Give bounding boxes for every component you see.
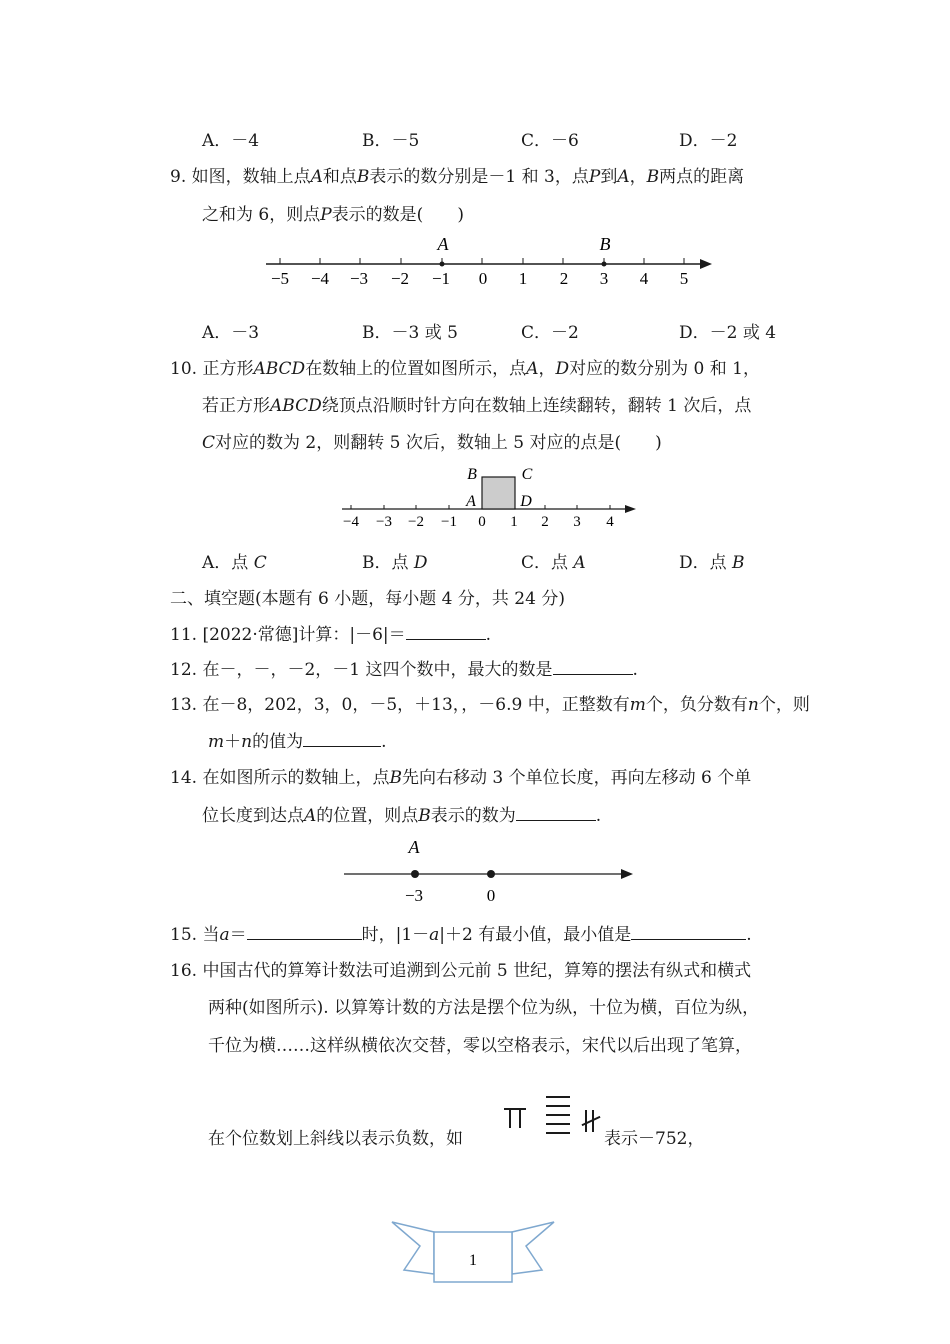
q10-line3: C对应的数为 2，则翻转 5 次后，数轴上 5 对应的点是( )	[202, 433, 662, 453]
q13-line1: 13. 在－8，202，3，0，－5，＋13，，－6.9 中，正整数有m个，负分数有n个，则	[170, 695, 810, 715]
tick-label: −5	[270, 269, 290, 288]
tick-label: 0	[478, 514, 486, 530]
q9-option-b: B．－3 或 5	[362, 323, 458, 343]
q15-number: 15.	[170, 925, 198, 945]
q16-line3: 千位为横……这样纵横依次交替，零以空格表示，宋代以后出现了笔算，	[208, 1036, 752, 1056]
tick-label: 1	[510, 514, 518, 530]
q16-line1: 16. 中国古代的算筹计数法可追溯到公元前 5 世纪，算筹的摆法有纵式和横式	[170, 961, 752, 981]
q14-number: 14.	[170, 768, 198, 788]
point-b-dot	[602, 262, 607, 267]
tick-label: −1	[431, 269, 451, 288]
tick-label: −3	[349, 269, 369, 288]
q9-number-line	[0, 230, 950, 292]
q11: 11. [2022·常德]计算：|－6|＝ .	[170, 625, 492, 645]
tick-label: −4	[343, 514, 359, 530]
q9-line2: 之和为 6，则点P表示的数是( )	[202, 205, 464, 225]
tick-label: 3	[573, 514, 581, 530]
q9-option-c: C．－2	[521, 323, 579, 343]
rod-seven-right	[519, 1108, 521, 1128]
vertex-a-label: A	[466, 493, 476, 510]
q12-number: 12.	[170, 660, 198, 680]
tick-label: 5	[679, 269, 689, 288]
q9-option-d: D．－2 或 4	[679, 323, 777, 343]
q10-line2: 若正方形ABCD绕顶点沿顺时针方向在数轴上连续翻转，翻转 1 次后，点	[202, 396, 752, 416]
axis-arrow	[625, 505, 636, 513]
q16-line4-pre: 在个位数划上斜线以表示负数，如	[208, 1129, 463, 1149]
q10-option-b: B．点 D	[362, 553, 428, 573]
q10-option-a: A．点 C	[202, 553, 267, 573]
tick-label: −3	[376, 514, 392, 530]
tick-label: 4	[639, 269, 649, 288]
counting-rods-figure	[502, 1094, 604, 1140]
tick-label: −4	[310, 269, 330, 288]
tick-label: 0	[478, 269, 488, 288]
q15-blank-min	[631, 925, 746, 940]
q15: 15. 当a＝ 时，|1－a|＋2 有最小值，最小值是 .	[170, 925, 752, 945]
q11-answer-blank	[406, 625, 486, 640]
tick-label: −3	[404, 886, 424, 905]
tick-label: 2	[559, 269, 569, 288]
vertex-d-label: D	[520, 493, 532, 510]
q9-option-a: A．－3	[202, 323, 260, 343]
point-a-label: A	[408, 837, 420, 857]
q14-answer-blank	[516, 806, 596, 821]
q16-number: 16.	[170, 961, 198, 981]
q8-option-a: A．－4	[202, 131, 260, 151]
tick-label: 2	[541, 514, 549, 530]
q16-line4-post: 表示－752，	[604, 1129, 705, 1149]
origin-dot	[487, 870, 495, 878]
axis-arrow	[621, 869, 633, 879]
q13-number: 13.	[170, 695, 198, 715]
vertex-c-label: C	[521, 466, 533, 483]
vertex-b-label: B	[467, 466, 477, 483]
square-abcd	[482, 477, 515, 509]
q8-option-d: D．－2	[679, 131, 738, 151]
tick-label: 4	[606, 514, 614, 530]
ribbon-left-tail	[392, 1222, 434, 1274]
q14-number-line	[0, 835, 950, 907]
axis-arrow	[700, 259, 712, 269]
q8-option-c: C．－6	[521, 131, 579, 151]
q9-number: 9.	[170, 167, 187, 187]
rod-seven-left	[509, 1108, 511, 1128]
page-footer-ribbon	[390, 1218, 556, 1288]
q10-option-d: D．点 B	[679, 553, 745, 573]
q12-answer-blank	[553, 660, 633, 675]
q10-line1: 10. 正方形ABCD在数轴上的位置如图所示，点A，D对应的数分别为 0 和 1，	[170, 359, 760, 379]
q14-line2: 位长度到达点A的位置，则点B表示的数为 .	[202, 806, 602, 826]
q16-line2: 两种(如图所示). 以算筹计数的方法是摆个位为纵，十位为横，百位为纵，	[208, 998, 760, 1018]
page-number: 1	[469, 1252, 477, 1269]
q9-line1: 9. 如图，数轴上点A和点B表示的数分别是－1 和 3，点P到A，B两点的距离	[170, 167, 745, 187]
q10-number-line	[0, 462, 950, 532]
tick-label: 0	[486, 886, 496, 905]
tick-label: −1	[441, 514, 457, 530]
tick-label: −2	[390, 269, 410, 288]
q8-option-b: B．－5	[362, 131, 420, 151]
q14-line1: 14. 在如图所示的数轴上，点B先向右移动 3 个单位长度，再向左移动 6 个单	[170, 768, 752, 788]
rod-seven-top	[504, 1108, 526, 1110]
point-a-dot	[440, 262, 445, 267]
tick-label: 1	[518, 269, 528, 288]
q10-option-c: C．点 A	[521, 553, 586, 573]
section-heading: 二、填空题(本题有 6 小题，每小题 4 分，共 24 分)	[170, 589, 565, 609]
tick-label: −2	[408, 514, 424, 530]
point-a-label: A	[437, 234, 449, 254]
point-a-dot	[411, 870, 419, 878]
q11-number: 11.	[170, 625, 198, 645]
q10-number: 10.	[170, 359, 198, 379]
ribbon-right-tail	[512, 1222, 554, 1274]
q13-line2: m＋n的值为 .	[208, 732, 387, 752]
point-b-label: B	[599, 234, 611, 254]
q13-answer-blank	[303, 732, 381, 747]
tick-label: 3	[599, 269, 609, 288]
q15-blank-a	[247, 925, 362, 940]
q12: 12. 在－，－，－2，－1 这四个数中，最大的数是 .	[170, 660, 638, 680]
tick-marks	[280, 258, 684, 264]
